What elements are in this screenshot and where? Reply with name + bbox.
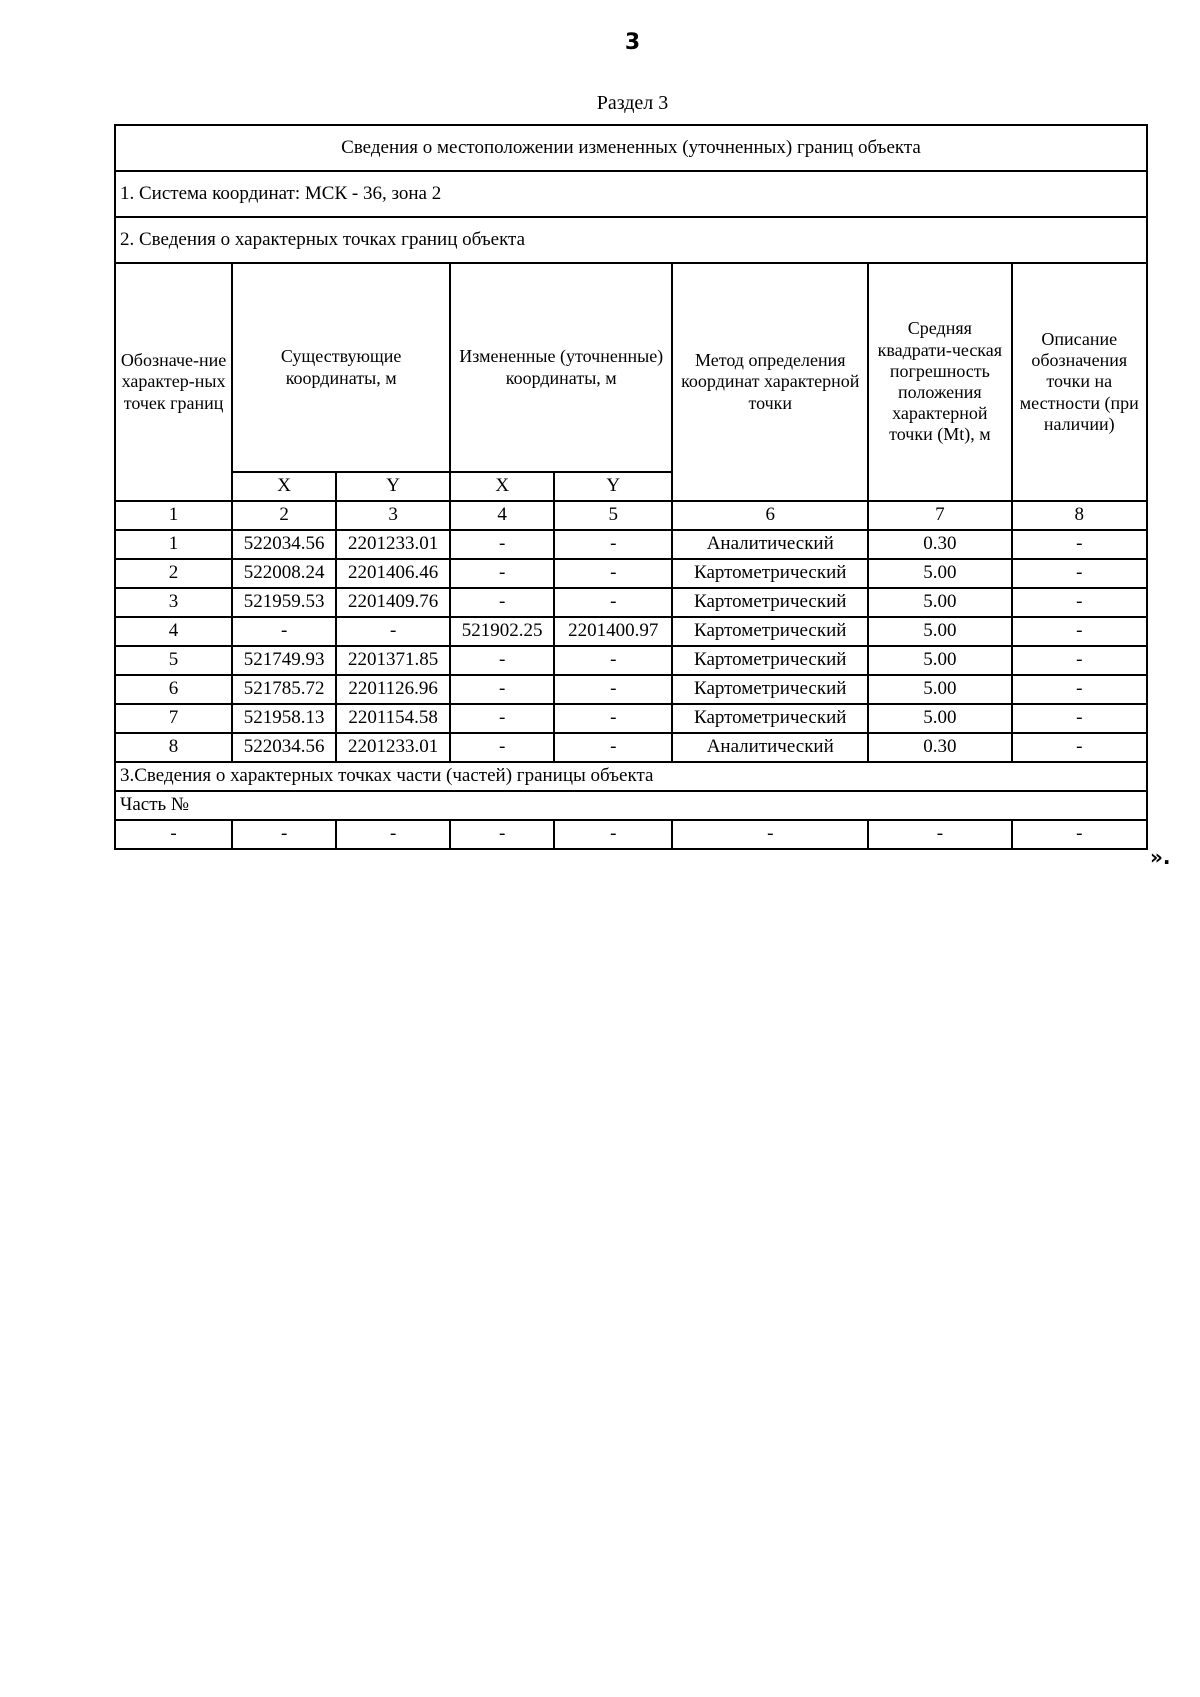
table-cell: 521959.53 <box>232 588 336 617</box>
table-cell: 0.30 <box>868 733 1011 762</box>
table-cell: 5.00 <box>868 617 1011 646</box>
column-numbers-row <box>115 501 1147 530</box>
table-cell: - <box>1012 733 1147 762</box>
table-cell: Картометрический <box>672 704 868 733</box>
existing-y-header: Y <box>336 472 450 501</box>
table-cell: - <box>672 820 868 849</box>
table-cell: - <box>232 617 336 646</box>
table-cell: 2201409.76 <box>336 588 450 617</box>
changed-y-header: Y <box>554 472 672 501</box>
table-cell: 5.00 <box>868 559 1011 588</box>
table-cell: 2 <box>115 559 232 588</box>
table-cell: 5 <box>115 646 232 675</box>
table-cell: - <box>450 530 554 559</box>
section-title: Раздел 3 <box>596 92 669 114</box>
table-row <box>115 704 1147 733</box>
table-cell: 521902.25 <box>450 617 554 646</box>
column-number: 2 <box>232 501 336 530</box>
table-cell: 2201126.96 <box>336 675 450 704</box>
table-cell: - <box>554 820 672 849</box>
column-number: 4 <box>450 501 554 530</box>
column-number: 6 <box>672 501 868 530</box>
table-cell: - <box>554 704 672 733</box>
table-cell: - <box>1012 588 1147 617</box>
col-method-header: Метод определения координат характерной точки <box>672 263 868 501</box>
table-cell: - <box>1012 530 1147 559</box>
col-existing-coords-header: Существующие координаты, м <box>232 263 450 472</box>
column-number: 1 <box>115 501 232 530</box>
table-cell: 2201406.46 <box>336 559 450 588</box>
closing-quote: ». <box>1150 845 1171 869</box>
table-cell: Картометрический <box>672 559 868 588</box>
existing-x-header: X <box>232 472 336 501</box>
table-cell: - <box>336 617 450 646</box>
table-cell: - <box>450 559 554 588</box>
table-cell: - <box>868 820 1011 849</box>
table-cell: - <box>554 675 672 704</box>
table-cell: - <box>232 820 336 849</box>
col-accuracy-header: Средняя квадрати-ческая погрешность положения характерной точки (Mt), м <box>868 263 1011 501</box>
parts-section-header: 3.Сведения о характерных точках части (частей) границы объекта <box>115 762 1147 791</box>
column-number: 3 <box>336 501 450 530</box>
table-cell: 8 <box>115 733 232 762</box>
table-cell: 521749.93 <box>232 646 336 675</box>
boundary-points-table <box>114 124 1148 850</box>
table-cell: - <box>554 646 672 675</box>
table-cell: - <box>554 530 672 559</box>
table-cell: - <box>450 588 554 617</box>
table-cell: - <box>450 704 554 733</box>
table-row <box>115 675 1147 704</box>
table-row <box>115 733 1147 762</box>
column-number: 5 <box>554 501 672 530</box>
table-cell: - <box>554 588 672 617</box>
table-row <box>115 530 1147 559</box>
col-changed-coords-header: Измененные (уточненные) координаты, м <box>450 263 672 472</box>
table-cell: - <box>1012 675 1147 704</box>
table-cell: - <box>1012 559 1147 588</box>
points-section-header: 2. Сведения о характерных точках границ объекта <box>115 217 1147 263</box>
table-cell: 0.30 <box>868 530 1011 559</box>
table-cell: - <box>450 820 554 849</box>
table-cell: - <box>554 733 672 762</box>
table-cell: 521958.13 <box>232 704 336 733</box>
table-cell: Аналитический <box>672 733 868 762</box>
table-cell: - <box>1012 704 1147 733</box>
table-title: Сведения о местоположении измененных (уточненных) границ объекта <box>115 125 1147 171</box>
col-designation-header: Обозначе-ние характер-ных точек границ <box>115 263 232 501</box>
table-cell: 2201233.01 <box>336 530 450 559</box>
table-cell: - <box>450 646 554 675</box>
table-cell: Картометрический <box>672 588 868 617</box>
table-cell: 2201233.01 <box>336 733 450 762</box>
table-cell: 3 <box>115 588 232 617</box>
table-cell: - <box>336 820 450 849</box>
table-cell: 5.00 <box>868 675 1011 704</box>
table-cell: - <box>115 820 232 849</box>
table-cell: 522034.56 <box>232 733 336 762</box>
table-cell: - <box>1012 820 1147 849</box>
table-cell: Картометрический <box>672 646 868 675</box>
table-cell: 2201400.97 <box>554 617 672 646</box>
table-cell: 5.00 <box>868 588 1011 617</box>
table-row <box>115 588 1147 617</box>
table-cell: Аналитический <box>672 530 868 559</box>
table-cell: - <box>450 675 554 704</box>
table-cell: 2201371.85 <box>336 646 450 675</box>
part-row <box>115 820 1147 849</box>
table-row <box>115 559 1147 588</box>
table-cell: 522034.56 <box>232 530 336 559</box>
table-cell: - <box>1012 646 1147 675</box>
table-cell: 521785.72 <box>232 675 336 704</box>
table-cell: 7 <box>115 704 232 733</box>
changed-x-header: X <box>450 472 554 501</box>
table-cell: - <box>554 559 672 588</box>
table-cell: Картометрический <box>672 617 868 646</box>
table-cell: 5.00 <box>868 646 1011 675</box>
table-cell: 1 <box>115 530 232 559</box>
table-cell: 6 <box>115 675 232 704</box>
table-cell: Картометрический <box>672 675 868 704</box>
table-cell: 4 <box>115 617 232 646</box>
table-cell: - <box>450 733 554 762</box>
col-description-header: Описание обозначения точки на местности (при наличии) <box>1012 263 1147 501</box>
table-cell: 5.00 <box>868 704 1011 733</box>
page-number: 3 <box>624 30 641 55</box>
column-number: 7 <box>868 501 1011 530</box>
table-cell: - <box>1012 617 1147 646</box>
table-row <box>115 617 1147 646</box>
coordinate-system: 1. Система координат: МСК - 36, зона 2 <box>115 171 1147 217</box>
part-number-label: Часть № <box>115 791 1147 820</box>
column-number: 8 <box>1012 501 1147 530</box>
table-row <box>115 646 1147 675</box>
table-cell: 522008.24 <box>232 559 336 588</box>
table-cell: 2201154.58 <box>336 704 450 733</box>
